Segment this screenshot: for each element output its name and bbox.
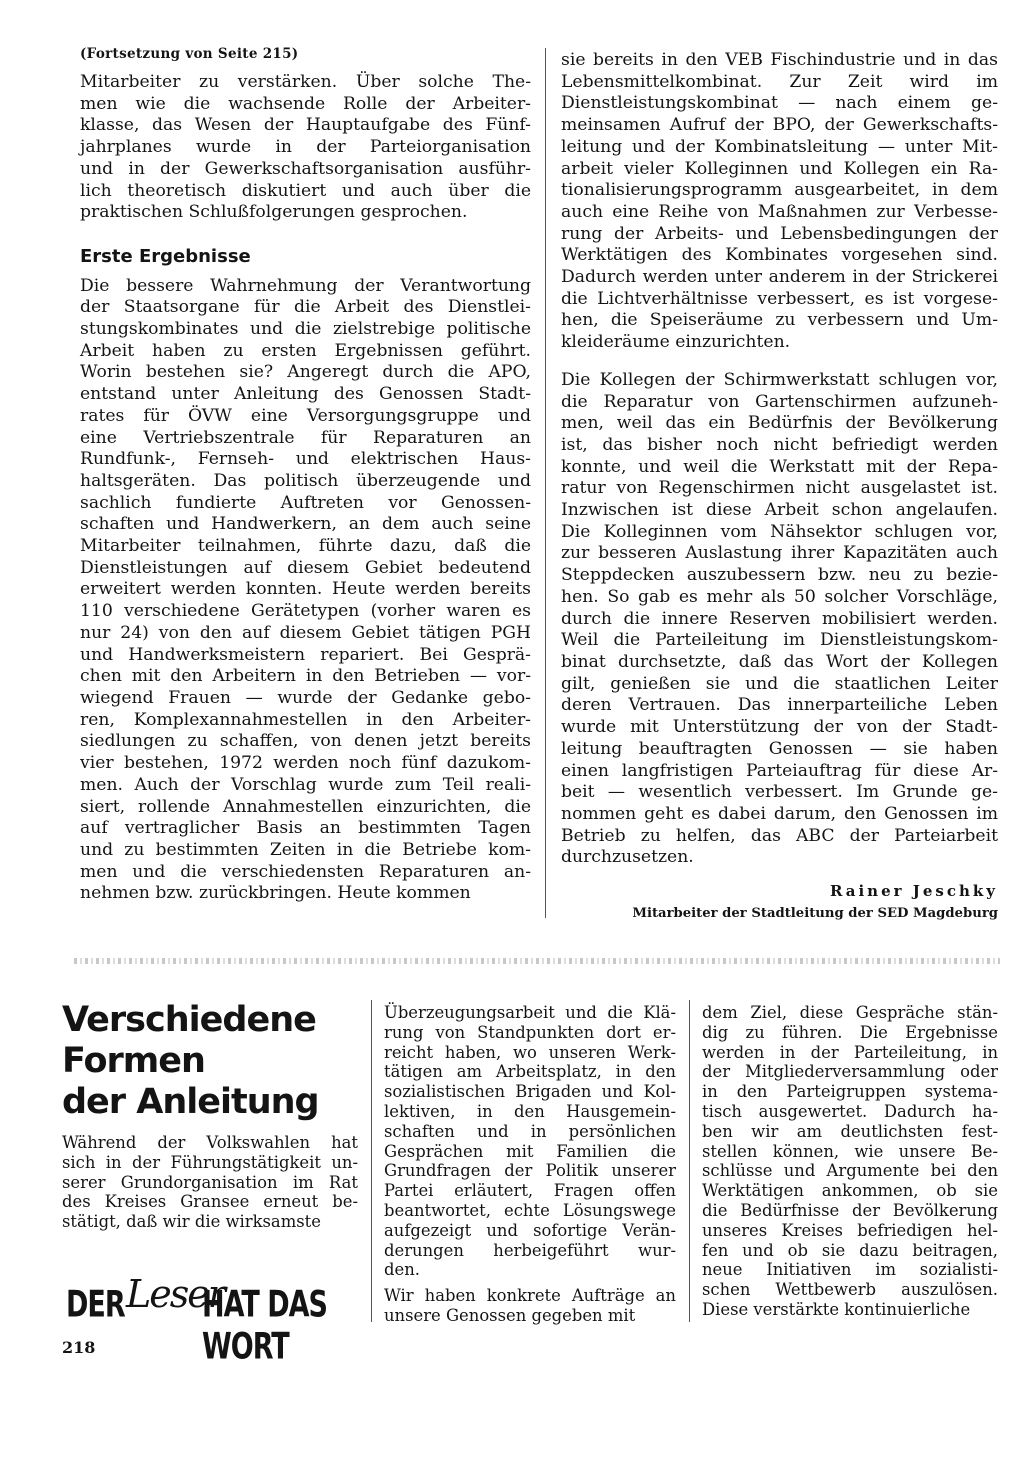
text-line: klasse, das Wesen der Hauptaufgabe des Fünf- — [80, 115, 531, 136]
author-affiliation: Mitarbeiter der Stadtleitung der SED Magdeburg — [632, 906, 998, 921]
text-line: men. Auch der Vorschlag wurde zum Teil reali- — [80, 774, 531, 795]
text-line: des Kreises Gransee erneut be- — [62, 1192, 358, 1212]
text-line: rates für ÖVW eine Versorgungsgruppe und — [80, 405, 531, 426]
column-rule — [545, 48, 546, 918]
text-line: die Bedürfnisse der Bevölkerung — [702, 1200, 998, 1220]
logo-hat-das-wort: HAT DAS WORT — [202, 1284, 327, 1368]
text-line: der Mitgliederversammlung oder — [702, 1062, 998, 1082]
text-line: schen Wettbewerb auszulösen. — [702, 1280, 998, 1300]
text-line: Während der Volkswahlen hat — [62, 1133, 358, 1152]
logo-der: DER — [66, 1284, 125, 1326]
text-line: ist, das bisher noch nicht befriedigt werden — [561, 434, 998, 455]
text-line: Dienstleistungen auf diesem Gebiet bedeutend — [80, 557, 531, 578]
subheading: Erste Ergebnisse — [80, 245, 251, 267]
text-line: beantwortet, echte Lösungswege — [384, 1200, 676, 1220]
text-line: stätigt, daß wir die wirksamste — [62, 1212, 321, 1232]
text-line: praktischen Schlußfolgerungen gesprochen. — [80, 202, 468, 223]
text-line: eine Vertriebszentrale für Reparaturen an — [80, 427, 531, 448]
headline-line: Formen — [62, 1041, 205, 1081]
text-line: vier bestehen, 1972 werden noch fünf dazukom- — [80, 753, 531, 774]
text-line: arbeit vieler Kolleginnen und Kollegen ein Ra- — [561, 158, 998, 179]
text-line: in den Parteigruppen systema- — [702, 1082, 998, 1102]
text-line: Die Kolleginnen vom Nähsektor schlugen vor, — [561, 521, 998, 542]
text-line: wurde mit Unterstützung der von der Stadt- — [561, 717, 998, 738]
text-line: kleideräume einzurichten. — [561, 332, 791, 353]
paragraph-assignments — [384, 1286, 676, 1326]
text-line: serer Grundorganisation im Rat — [62, 1172, 358, 1192]
text-line: werden in der Parteileitung, in — [702, 1042, 998, 1062]
text-line: lektiven, in den Hausgemein- — [384, 1101, 676, 1121]
text-line: men und die verschiedensten Reparaturen an- — [80, 861, 531, 882]
logo-leser-script: Leser — [126, 1272, 224, 1316]
text-line: jahrplanes wurde in der Parteiorganisation — [80, 137, 531, 158]
text-line: Partei erläutert, Fragen offen — [384, 1181, 676, 1201]
text-line: hen. So gab es mehr als 50 solcher Vorschläge, — [561, 586, 998, 607]
text-line: ren, Komplexannahmestellen in den Arbeiter- — [80, 709, 531, 730]
lower-intro — [62, 1133, 358, 1232]
text-line: Steppdecken auszubessern bzw. neu zu bezie- — [561, 565, 998, 586]
text-line: sachlich fundierte Auftreten vor Genossen- — [80, 492, 531, 513]
text-line: Lebensmittelkombinat. Zur Zeit wird im — [561, 71, 998, 92]
text-line: aufgezeigt und sofortige Verän- — [384, 1220, 676, 1240]
text-line: sie bereits in den VEB Fischindustrie und in das — [561, 50, 998, 70]
text-line: Die bessere Wahrnehmung der Verantwortung — [80, 275, 531, 296]
text-line: die Reparatur von Gartenschirmen aufzuneh- — [561, 391, 998, 412]
column-rule — [689, 1000, 690, 1322]
text-line: tisch ausgewertet. Dadurch ha- — [702, 1101, 998, 1121]
text-line: deren Vertrauen. Das innerparteiliche Leben — [561, 695, 998, 716]
text-line: entstand unter Anleitung des Genossen Stadt- — [80, 384, 531, 405]
text-line: neue Initiativen im sozialisti- — [702, 1260, 998, 1280]
text-line: Arbeit haben zu ersten Ergebnissen geführt. — [80, 340, 531, 361]
paragraph-rationalization — [561, 50, 998, 354]
text-line: men wie die wachsende Rolle der Arbeiter- — [80, 93, 531, 114]
text-line: rung der Arbeits- und Lebensbedingungen der — [561, 223, 998, 244]
text-line: tätigen am Arbeitsplatz, in den — [384, 1062, 676, 1082]
text-line: rung von Standpunkten dort er- — [384, 1022, 676, 1042]
text-line: dem Ziel, diese Gespräche stän- — [702, 1003, 998, 1022]
text-line: auf vertraglicher Basis an bestimmten Tagen — [80, 818, 531, 839]
text-line: zur besseren Auslastung ihrer Kapazitäten auch — [561, 543, 998, 564]
text-line: stungskombinates und die zielstrebige politische — [80, 319, 531, 340]
text-line: den. — [384, 1260, 420, 1280]
headline-line: Verschiedene — [62, 1000, 316, 1040]
text-line: sich in der Führungstätigkeit un- — [62, 1152, 358, 1172]
text-line: leitung beauftragten Genossen — sie haben — [561, 738, 998, 759]
text-line: Grundfragen der Politik unserer — [384, 1161, 676, 1181]
column-left — [80, 72, 531, 905]
text-line: meinsamen Aufruf der BPO, der Gewerkschafts- — [561, 115, 998, 136]
text-line: Überzeugungsarbeit und die Klä- — [384, 1003, 676, 1022]
text-line: lich theoretisch diskutiert und auch über die — [80, 180, 531, 201]
text-line: und Handwerksmeistern repariert. Bei Gesprä- — [80, 644, 531, 665]
text-line: gilt, genießen sie und die staatlichen Leiter — [561, 673, 998, 694]
text-line: chen mit den Arbeitern in den Betrieben — vor- — [80, 666, 531, 687]
text-line: nur 24) von den auf diesem Gebiet tätigen PGH — [80, 622, 531, 643]
text-line: Weil die Parteileitung im Dienstleistungskom- — [561, 630, 998, 651]
text-line: Rundfunk-, Fernseh- und elektrischen Haus- — [80, 449, 531, 470]
text-line: konnte, und weil die Werkstatt mit der Repa- — [561, 456, 998, 477]
page-number: 218 — [62, 1338, 96, 1357]
text-line: Werktätigen des Kombinates vorgesehen sind. — [561, 245, 998, 266]
text-line: schaften und Handwerkern, an dem auch seine — [80, 514, 531, 535]
text-line: tionalisierungsprogramm ausgearbeitet, in dem — [561, 180, 998, 201]
column-right — [561, 50, 998, 869]
text-line: die Lichtverhältnisse verbessert, es ist vorgese- — [561, 288, 998, 309]
paragraph-results — [80, 276, 531, 905]
text-line: nommen geht es dabei darum, den Genossen im — [561, 803, 998, 824]
text-line: men, weil das ein Bedürfnis der Bevölkerung — [561, 413, 998, 434]
continuation-note: (Fortsetzung von Seite 215) — [80, 46, 299, 62]
text-line: hen, die Speiseräume zu verbessern und Um- — [561, 310, 998, 331]
lower-column-right — [702, 1003, 998, 1320]
text-line: Mitarbeiter zu verstärken. Über solche The- — [80, 72, 531, 92]
text-line: Gesprächen mit Familien die — [384, 1141, 676, 1161]
text-line: dig zu führen. Die Ergebnisse — [702, 1022, 998, 1042]
text-line: Dadurch werden unter anderem in der Strickerei — [561, 267, 998, 288]
text-line: schaften und in persönlichen — [384, 1121, 676, 1141]
paragraph-umbrella-workshop — [561, 370, 998, 869]
text-line: durch die innere Reserven mobilisiert werden. — [561, 608, 998, 629]
paragraph-persuasion — [384, 1003, 676, 1280]
text-line: unsere Genossen gegeben mit — [384, 1305, 636, 1325]
text-line: und zu bestimmten Zeiten in die Betriebe kom- — [80, 839, 531, 860]
text-line: reicht haben, wo unseren Werk- — [384, 1042, 676, 1062]
text-line: stellen können, wie unsere Be- — [702, 1141, 998, 1161]
text-line: einen langfristigen Parteiauftrag für diese Ar- — [561, 760, 998, 781]
text-line: Werktätigen ankommen, ob sie — [702, 1181, 998, 1201]
text-line: Die Kollegen der Schirmwerkstatt schlugen vor, — [561, 369, 998, 390]
headline-line: der Anleitung — [62, 1082, 319, 1122]
text-line: siedlungen zu schaffen, von denen jetzt bereits — [80, 731, 531, 752]
text-line: siert, rollende Annahmestellen einzurichten, die — [80, 796, 531, 817]
text-line: der Staatsorgane für die Arbeit des Dienstlei- — [80, 297, 531, 318]
text-line: binat durchsetzte, daß das Wort der Kollegen — [561, 651, 998, 672]
text-line: auch eine Reihe von Maßnahmen zur Verbesse- — [561, 201, 998, 222]
text-line: durchzusetzen. — [561, 847, 694, 868]
text-line: erweitert werden konnten. Heute werden bereits — [80, 579, 531, 600]
text-line: leitung und der Kombinatsleitung — unter Mit- — [561, 136, 998, 157]
text-line: unseres Kreises befriedigen hel- — [702, 1220, 998, 1240]
text-line: ben wir am deutlichsten fest- — [702, 1121, 998, 1141]
column-rule — [371, 1000, 372, 1322]
text-line: beit — wesentlich verbessert. Im Grunde ge- — [561, 782, 998, 803]
text-line: ratur von Regenschirmen nicht ausgelastet ist. — [561, 478, 998, 499]
text-line: Diese verstärkte kontinuierliche — [702, 1299, 971, 1319]
text-line: Betrieb zu helfen, das ABC der Parteiarbeit — [561, 825, 998, 846]
text-line: sozialistischen Brigaden und Kol- — [384, 1082, 676, 1102]
author-name: Rainer Jeschky — [829, 882, 998, 900]
lower-column-middle — [384, 1003, 676, 1326]
paragraph-intro — [80, 72, 531, 224]
text-line: Worin bestehen sie? Angeregt durch die APO, — [80, 362, 531, 383]
text-line: haltsgeräten. Das politisch überzeugende und — [80, 470, 531, 491]
text-line: wiegend Frauen — wurde der Gedanke gebo- — [80, 687, 531, 708]
text-line: schlüsse und Argumente bei den — [702, 1161, 998, 1181]
text-line: 110 verschiedene Gerätetypen (vorher waren es — [80, 601, 531, 622]
text-line: und in der Gewerkschaftsorganisation ausführ- — [80, 158, 531, 179]
text-line: Wir haben konkrete Aufträge an — [384, 1286, 676, 1306]
text-line: Mitarbeiter teilnahmen, führte dazu, daß die — [80, 536, 531, 557]
text-line: derungen herbeigeführt wur- — [384, 1240, 676, 1260]
article-headline — [62, 1000, 362, 1123]
text-line: Inzwischen ist diese Arbeit schon angelaufen. — [561, 500, 998, 521]
text-line: nehmen bzw. zurückbringen. Heute kommen — [80, 883, 471, 904]
text-line: Dienstleistungskombinat — nach einem ge- — [561, 93, 998, 114]
section-divider — [74, 958, 1000, 964]
text-line: fen und ob sie dazu beitragen, — [702, 1240, 998, 1260]
